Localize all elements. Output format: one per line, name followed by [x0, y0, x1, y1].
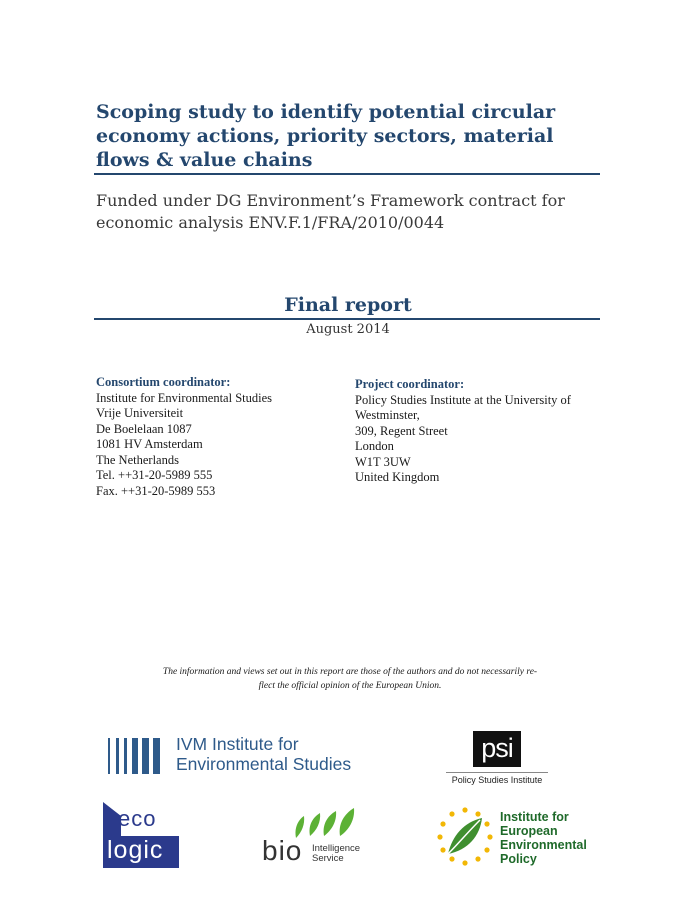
- ecologic-eco-text: eco: [118, 806, 157, 831]
- bio-sub-line: Intelligence: [312, 843, 361, 854]
- disclaimer-line: flect the official opinion of the European Union.: [258, 681, 442, 691]
- consortium-line: Fax. ++31-20-5989 553: [96, 483, 216, 498]
- consortium-line: Institute for Environmental Studies: [96, 390, 273, 405]
- project-line: 309, Regent Street: [355, 423, 448, 438]
- final-report-rule: [94, 318, 600, 320]
- project-line: United Kingdom: [355, 470, 440, 484]
- report-type: Final report: [284, 294, 412, 316]
- project-line: Policy Studies Institute at the University of: [355, 392, 571, 407]
- report-date: August 2014: [306, 322, 390, 337]
- project-coordinator: [355, 377, 615, 486]
- psi-logo-name: Policy Studies Institute: [446, 772, 548, 785]
- project-line: Westminster,: [355, 408, 420, 422]
- psi-logo-mark: psi: [473, 731, 521, 767]
- title-rule: [94, 173, 600, 175]
- ieep-line: Environmental: [500, 838, 587, 852]
- ivm-line: IVM Institute for: [176, 734, 299, 754]
- disclaimer-line: The information and views set out in this report are those of the authors and do not necessarily re-: [162, 667, 538, 677]
- consortium-coordinator: [96, 375, 336, 499]
- report-title: Scoping study to identify potential circular economy actions, priority sectors, material flows & value chains: [96, 101, 556, 171]
- ieep-logo-text: [500, 810, 587, 866]
- bio-logo-subtext: [312, 844, 360, 864]
- consortium-line: De Boelelaan 1087: [96, 421, 192, 436]
- consortium-line: The Netherlands: [96, 452, 179, 467]
- project-line: W1T 3UW: [355, 454, 411, 469]
- project-line: London: [355, 439, 394, 453]
- project-heading: Project coordinator:: [355, 377, 465, 391]
- ieep-line: European: [500, 824, 558, 838]
- bio-sub-line: Service: [312, 853, 344, 864]
- ivm-logo-text: [176, 734, 351, 774]
- consortium-line: 1081 HV Amsterdam: [96, 437, 203, 451]
- disclaimer: [110, 665, 590, 693]
- ecologic-logic-text: logic: [107, 836, 164, 864]
- ivm-line: Environmental Studies: [176, 754, 352, 774]
- ieep-line: Institute for: [500, 810, 569, 824]
- ieep-line: Policy: [500, 852, 537, 866]
- report-subtitle: Funded under DG Environment’s Framework contract for economic analysis ENV.F.1/FRA/2010/0044: [96, 191, 565, 232]
- ieep-stars-leaf-icon: [434, 806, 496, 866]
- bio-logo-text: bio: [262, 835, 303, 866]
- consortium-heading: Consortium coordinator:: [96, 375, 231, 389]
- consortium-line: Tel. ++31-20-5989 555: [96, 468, 213, 482]
- consortium-line: Vrije Universiteit: [96, 406, 184, 420]
- ivm-bars-icon: [108, 738, 160, 774]
